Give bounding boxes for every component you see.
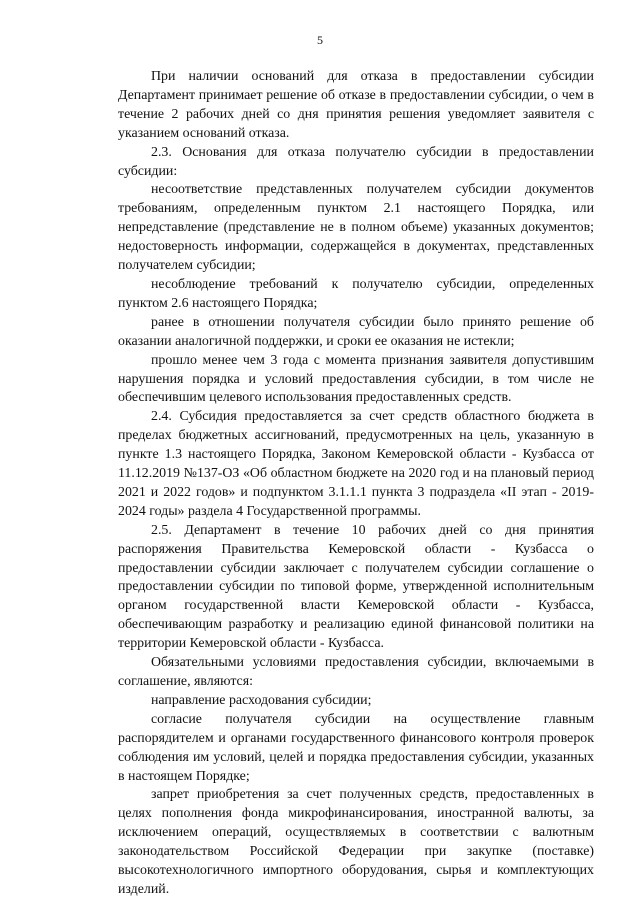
paragraph-refusal-decision: При наличии оснований для отказа в предоставлении субсидии Департамент принимает решение об отказе в предоставлении субсидии, о чем в течение 2 рабочих дней со дня принятия решения уведомляет заявителя с указанием оснований отказа. (118, 69, 594, 141)
paragraph-condition-direction: направление расходования субсидии; (151, 692, 372, 708)
paragraph-ground-violations: прошло менее чем 3 года с момента признания заявителя допустившим нарушения порядка и условий предоставления субсидии, в том числе не обеспечившим целевого использования предоставленных средств. (118, 352, 594, 406)
paragraph-ground-document-mismatch: несоответствие представленных получателем субсидии документов требованиям, определенным пунктом 2.1 настоящего Порядка, или непредставление (представление не в полном объеме) указанных документов; недостоверность информации, содержащейся в документах, представленных получателем субсидии; (118, 182, 594, 274)
page-number: 5 (317, 33, 323, 47)
document-body (118, 68, 594, 900)
paragraph-ground-requirements-noncompliance: несоблюдение требований к получателю субсидии, определенных пунктом 2.6 настоящего Порядка; (118, 276, 594, 311)
paragraph-2-5-agreement: 2.5. Департамент в течение 10 рабочих дней со дня принятия распоряжения Правительства Кемеровской области - Кузбасса о предоставлении субсидии заключает с получателем субсидии соглашение о предоставлении субсидии по типовой форме, утвержденной исполнительным органом государственной власти Кемеровской области - Кузбасса, обеспечивающим разработку и реализацию единой финансовой политики на территории Кемеровской области - Кузбасса. (118, 522, 594, 652)
paragraph-condition-currency-ban: запрет приобретения за счет полученных средств, предоставленных в целях пополнения фонда микрофинансирования, иностранной валюты, за исключением операций, осуществляемых в соответствии с валютным законодательством Российской Федерации при закупке (поставке) высокотехнологичного импортного оборудования, сырья и комплектующих изделий. (118, 787, 594, 897)
paragraph-2-3-grounds-heading: 2.3. Основания для отказа получателю субсидии в предоставлении субсидии: (118, 144, 594, 179)
paragraph-condition-consent: согласие получателя субсидии на осуществление главным распорядителем и органами государственного финансового контроля проверок соблюдения им условий, целей и порядка предоставления субсидии, указанных в настоящем Порядке; (118, 711, 594, 784)
paragraph-mandatory-conditions: Обязательными условиями предоставления субсидии, включаемыми в соглашение, являются: (118, 655, 594, 689)
paragraph-2-4-funding-source: 2.4. Субсидия предоставляется за счет средств областного бюджета в пределах бюджетных ассигнований, предусмотренных на цель, указанную в пункте 1.3 настоящего Порядка, Законом Кемеровской области - Кузбасса от 11.12.2019 №137-ОЗ «Об областном бюджете на 2020 год и на плановый период 2021 и 2022 годов» и подпунктом 3.1.1.1 пункта 3 подраздела «II этап - 2019-2024 годы» раздела 4 Государственной программы. (118, 409, 594, 519)
paragraph-ground-prior-support: ранее в отношении получателя субсидии было принято решение об оказании аналогичной поддержки, и сроки ее оказания не истекли; (118, 314, 594, 349)
